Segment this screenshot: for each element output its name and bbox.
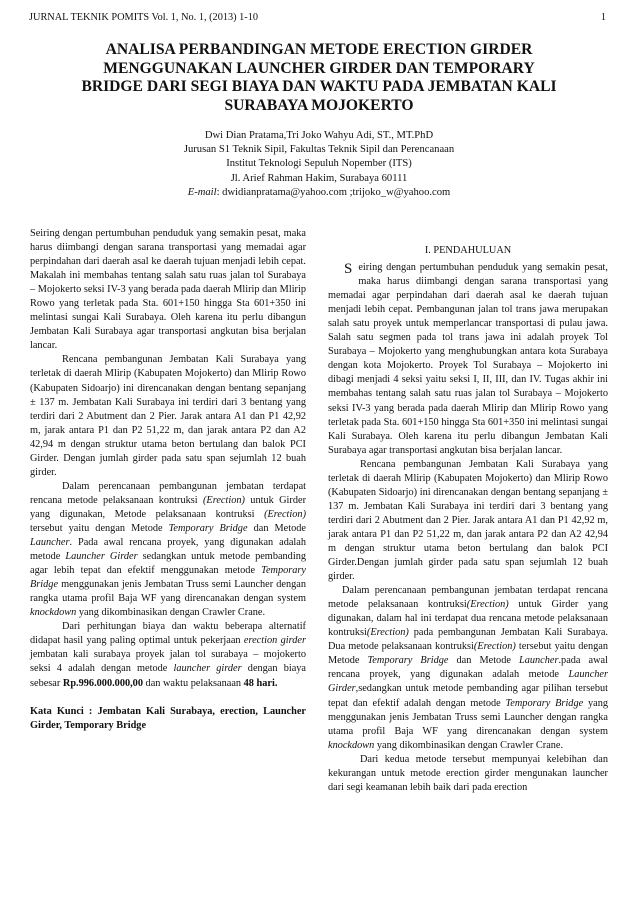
- abstract-paragraph: Dalam perencanaan pembangunan jembatan terdapat rencana metode pelaksanaan kontruksi (Erection) untuk Girder yang digunakan, Metode pelaksanaan kontruksi (Erection) tersebut yaitu dengan Metode Temporary Bridge dan Metode Launcher. Pada awal rencana proyek, yang digunakan adalah metode Launcher Girder sedangkan untuk metode pembanding agar lebih tepat dan efektif menggunakan metode Temporary Bridge menggunakan jenis Jembatan Truss semi Launcher dengan rangka utama profil Baja WF yang direncanakan dengan system knockdown yang dikombinasikan dengan Crawler Crane.: [30, 480, 306, 619]
- drop-cap: S: [344, 261, 353, 278]
- abstract-paragraph: Rencana pembangunan Jembatan Kali Surabaya yang terletak di daerah Mlirip (Kabupaten Mojokerto) dan Mlirip Rowo (Kabupaten Sidoarjo) ini direncanakan dengan bentang sepanjang ± 137 m. Jembatan Kali Surabaya ini terdiri dari 3 bentang yang terdiri dari 2 Abutment dan 2 Pier. Jarak antara A1 dan P1 42,92 m, jarak antara P1 dan P2 51,22 m, dan jarak antara P2 dan A2 42,94 m dengan struktur utama beton bertulang dan balok PCI Girder. Dengan jumlah girder pada satu span sejumlah 12 buah girder.: [30, 354, 306, 478]
- title-line: ANALISA PERBANDINGAN METODE ERECTION GIRDER: [105, 41, 533, 58]
- running-header: [29, 12, 606, 26]
- section-heading: I. PENDAHULUAN: [424, 245, 512, 256]
- author-block: [40, 129, 598, 200]
- abstract-paragraph: Seiring dengan pertumbuhan penduduk yang semakin pesat, maka harus diimbangi dengan sarana transportasi yang memadai agar perpindahan dari daerah asal ke daerah tujuan menjadi lebih cepat. Makalah ini membahas tentang salah satu ruas jalan tol Surabaya – Mojokerto seksi IV-3 yang berada pada daerah Mlirip dan Mlirip Rowo yang terletak pada Sta. 601+150 hingga Sta 601+350 ini melintasi sungai Kali Surabaya. Oleh karena itu perlu dibangun Jembatan Kali Surabaya agar transportasi angkutan bisa berjalan lancar.: [30, 228, 306, 352]
- intro-paragraph: S eiring dengan pertumbuhan penduduk yang semakin pesat, maka harus diimbangi dengan sarana transportasi yang memadai agar perpindahan dari daerah asal ke daerah tujuan menjadi lebih cepat. Pembangunan jalan tol trans jawa merupakan salah satu proyek untuk memperlancar transportasi di pulau jawa. Salah satu segmen pada tol trans jawa ini adalah proyek Tol Surabaya – Mojokerto yang menghubungkan antara kota Surabaya dengan kota Mojokerto. Proyek Tol Surabaya – Mojokerto ini dibagi menjadi 4 seksi yaitu seksi I, II, III, dan IV. Tugas akhir ini membahas tentang salah satu ruas jalan tol Surabaya – Mojokerto seksi IV-3 yang berada pada daerah Mlirip dan Mlirip Rowo yang terletak pada Sta. 601+150 hingga Sta 601+350 ini melintasi sungai Kali Surabaya. Oleh karena itu perlu dibangun Jembatan Kali Surabaya agar transportasi angkutan bisa berjalan lancar.: [328, 261, 608, 456]
- author-address: Jl. Arief Rahman Hakim, Surabaya 60111: [230, 172, 408, 184]
- intro-paragraph: Dari kedua metode tersebut mempunyai kelebihan dan kekurangan untuk metode erection girder mengunakan launcher dari segi keamanan lebih baik dari pada erection: [328, 753, 608, 793]
- keywords: Kata Kunci : Jembatan Kali Surabaya, erection, Launcher Girder, Temporary Bridge: [30, 705, 306, 731]
- title-line: SURABAYA MOJOKERTO: [224, 97, 414, 115]
- journal-citation: JURNAL TEKNIK POMITS Vol. 1, No. 1, (2013) 1-10: [29, 12, 259, 23]
- page-number: 1: [600, 12, 606, 23]
- email-label: E-mail: [187, 186, 217, 198]
- email-value: : dwidianpratama@yahoo.com ;trijoko_w@yahoo.com: [216, 186, 451, 198]
- intro-paragraph: Dalam perencanaan pembangunan jembatan terdapat rencana metode pelaksanaan kontruksi(Erection) untuk Girder yang digunakan, dalam hal ini terdapat dua rencana metode pelaksanaan kontruksi(Erection) pada pembangunan Jembatan Kali Surabaya. Dua metode pelaksanaan kontruksi(Erection) tersebut yaitu dengan Metode Temporary Bridge dan Metode Launcher.pada awal rencana proyek, yang digunakan adalah metode Launcher Girder,sedangkan untuk metode pembanding agar pilihan tersebut tepat dan efektif adalah dengan metode Temporary Bridge yang menggunakan jenis Jembatan Truss semi Launcher dengan rangka utama profil Baja WF yang direncanakan dengan system knockdown yang dikombinasikan dengan Crawler Crane.: [328, 585, 608, 751]
- author-email: [40, 186, 598, 200]
- title-line: MENGGUNAKAN LAUNCHER GIRDER DAN TEMPORARY: [103, 59, 535, 77]
- paper-title: [40, 41, 598, 116]
- author-department: Jurusan S1 Teknik Sipil, Fakultas Teknik Sipil dan Perencanaan: [183, 144, 455, 156]
- introduction-column: [328, 239, 608, 795]
- abstract-paragraph: Dari perhitungan biaya dan waktu beberapa alternatif didapat hasil yang paling optimal untuk pekerjaan erection girder jembatan kali surabaya proyek jalan tol surabaya – mojokerto seksi 4 adalah dengan metode launcher girder dengan biaya sebesar Rp.996.000.000,00 dan waktu pelaksanaan 48 hari.: [30, 621, 306, 689]
- author-institute: Institut Teknologi Sepuluh Nopember (ITS): [226, 158, 412, 170]
- author-names: Dwi Dian Pratama,Tri Joko Wahyu Adi, ST., MT.PhD: [204, 130, 434, 141]
- intro-paragraph: Rencana pembangunan Jembatan Kali Surabaya yang terletak di daerah Mlirip (Kabupaten Mojokerto) dan Mlirip Rowo (Kabupaten Sidoarjo) ini direncanakan dengan bentang sepanjang ± 137 m. Jembatan Kali Surabaya ini terdiri dari 3 bentang yang terdiri dari 2 Abutment dan 2 Pier. Jarak antara A1 dan P1 42,92 m, jarak antara P1 dan P2 51,22 m, dan jarak antara P2 dan A2 42,94 m dengan struktur utama beton bertulang dan balok PCI Girder.Dengan jumlah girder pada satu span sejumlah 12 buah girder.: [328, 458, 608, 583]
- abstract-column: [30, 227, 306, 733]
- title-line: BRIDGE DARI SEGI BIAYA DAN WAKTU PADA JEMBATAN KALI: [81, 78, 557, 96]
